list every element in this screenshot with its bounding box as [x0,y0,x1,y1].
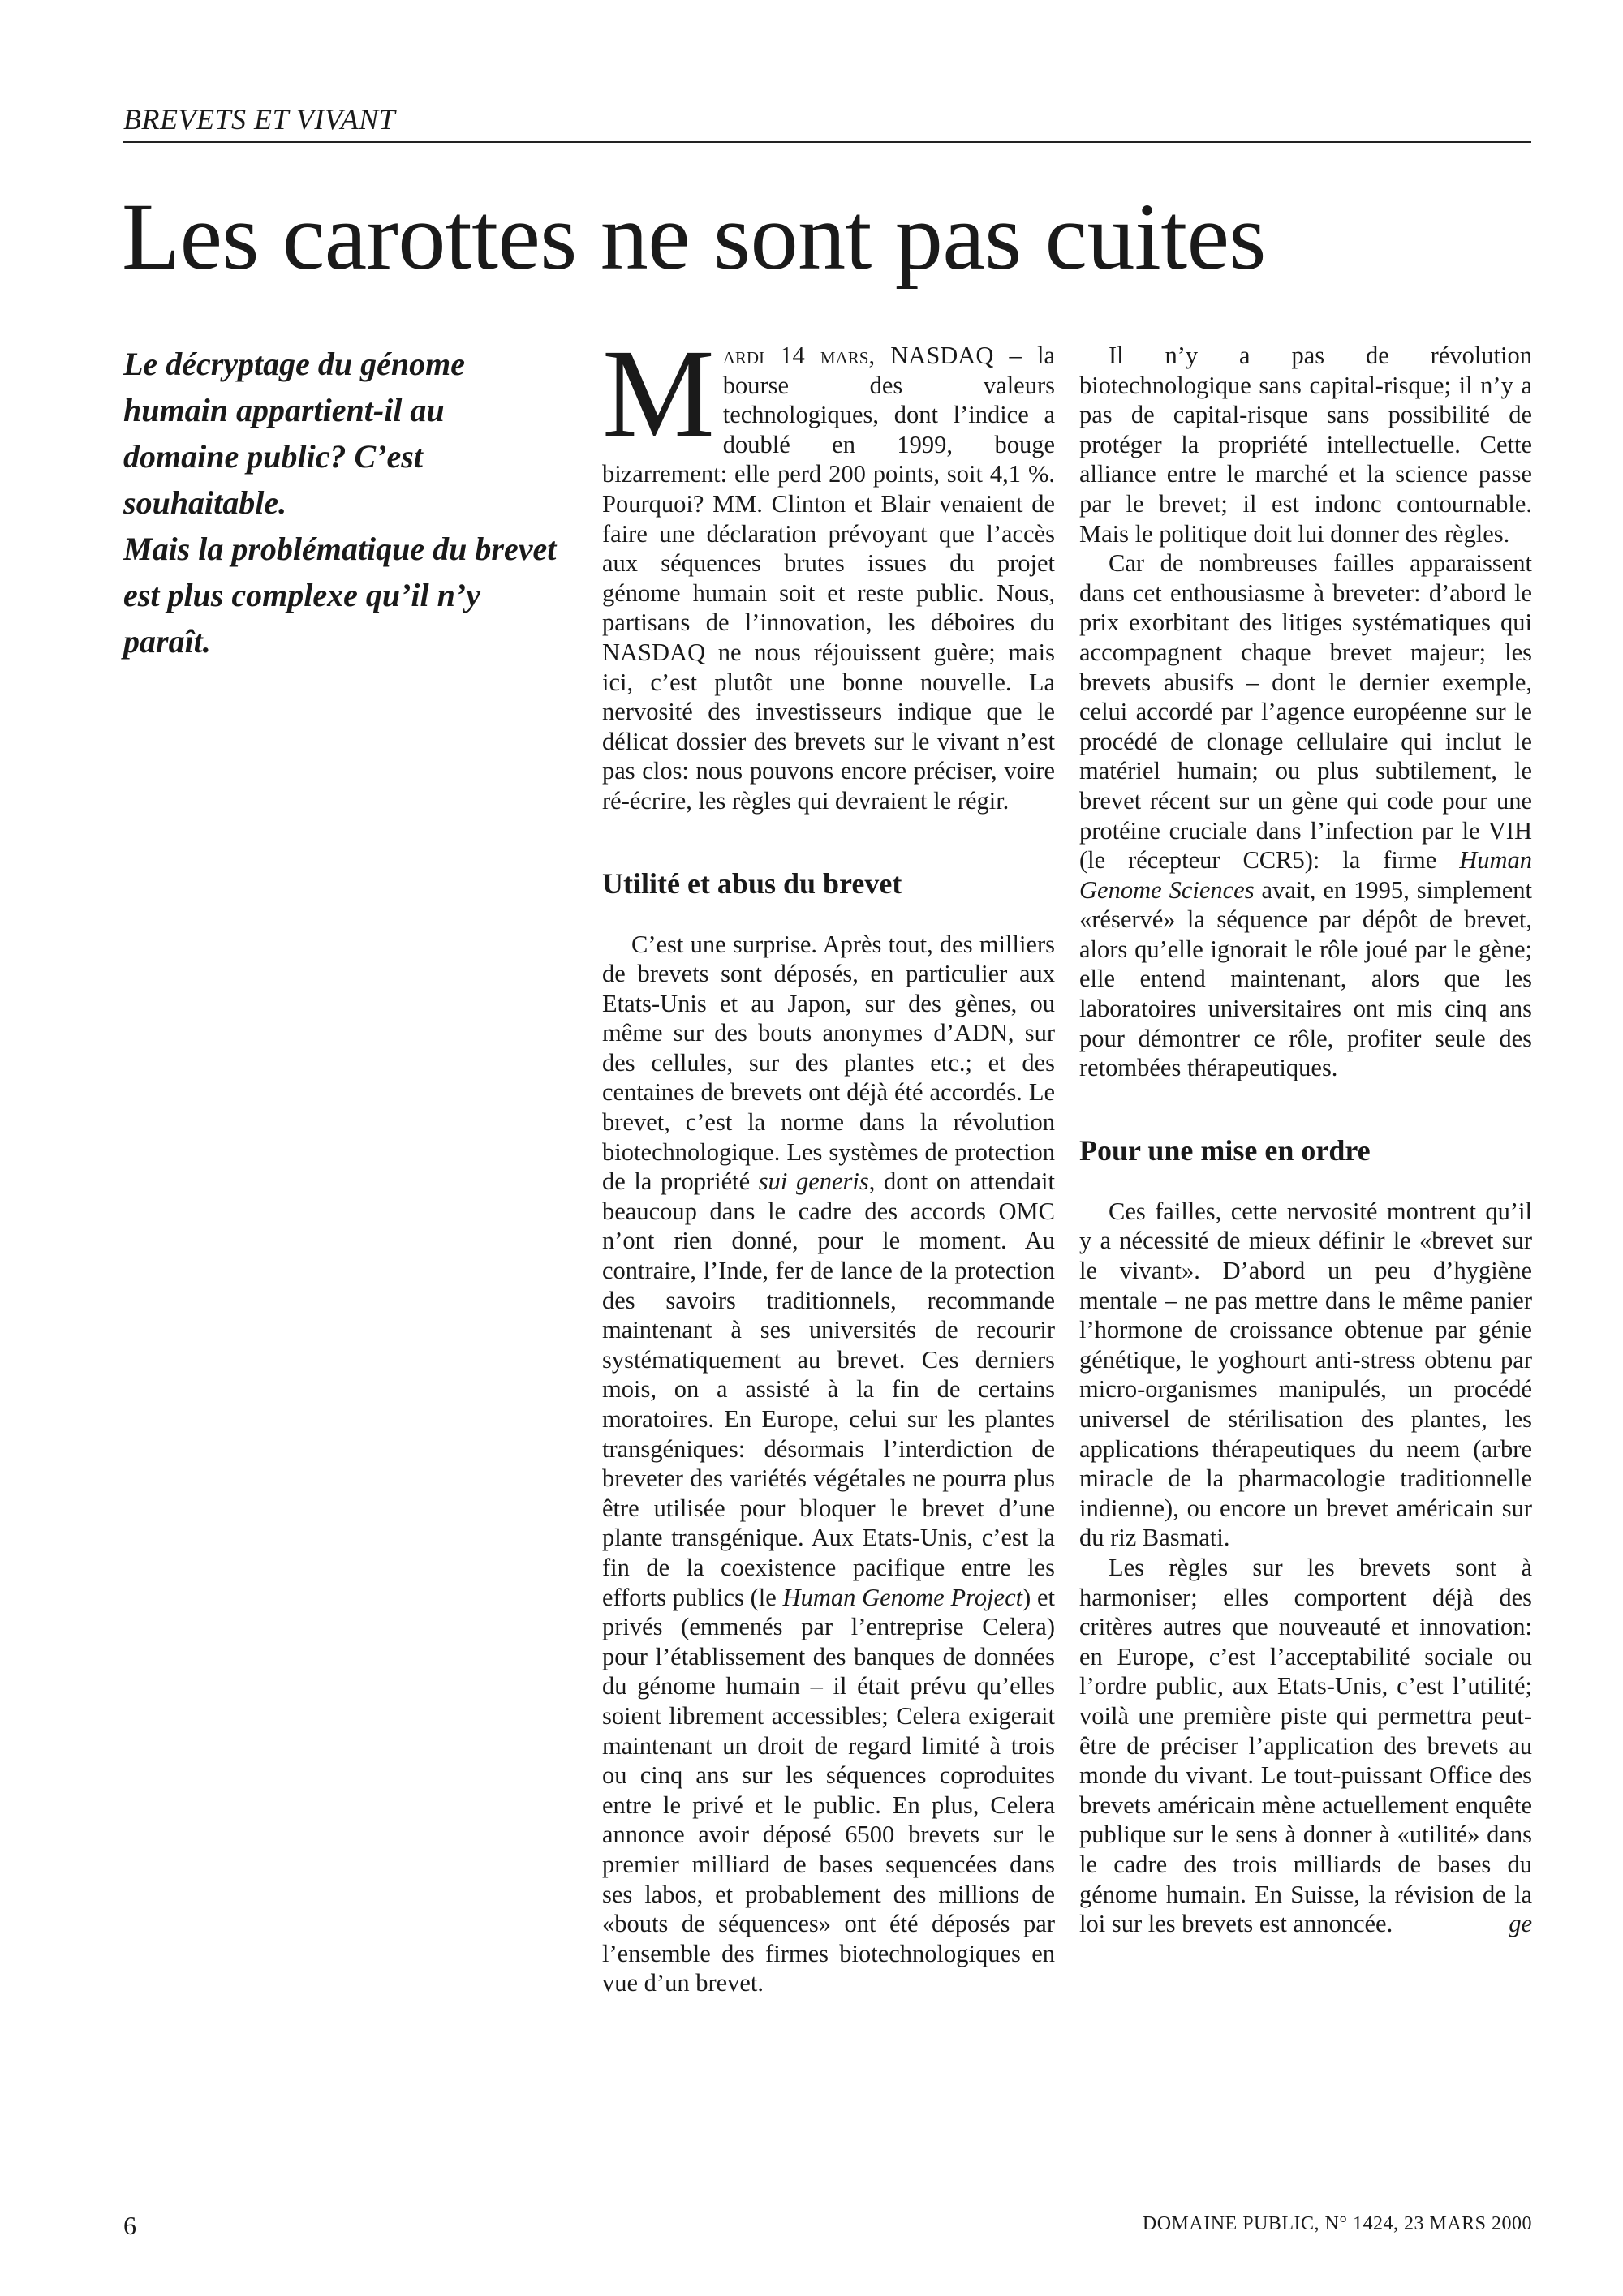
lead-paragraph: Mais la problématique du brevet est plus complexe qu’il n’y paraît. [123,531,557,660]
body-paragraph [1079,548,1532,1083]
drop-cap: M [602,323,715,463]
italic-term: Human Genome Sciences [1079,846,1532,904]
intro-paragraph [602,323,1055,816]
intro-text: NASDAQ – la bourse des valeurs technologiques, dont l’indice a doublé en 1999, bouge bizarrement: elle perd 200 points, soit 4,1 %. Pourquoi? MM. Clinton et Blair venaient de faire une déclaration prévoyant que l’accès aux séquences brutes issues du projet génome humain soit et reste public. Nous, partisans de l’innovation, les déboires du NASDAQ ne nous réjouissent guère; mais ici, c’est plutôt une bonne nouvelle. La nervosité des investisseurs indique que le délicat dossier des brevets sur le vivant n’est pas clos: nous pouvons encore préciser, voire ré-écrire, les règles qui devraient le régir. [602,342,1055,815]
article-column-2 [1079,341,1532,1939]
page-number: 6 [123,2211,136,2240]
text-run: avait, en 1995, simplement «réservé» la séquence par dépôt de brevet, alors qu’elle ignorait le rôle joué par le gène; elle entend maintenant, alors que les laboratoires universitaires ont mis cinq ans pour démontrer ce rôle, profiter seule des retombées thérapeutiques. [1079,875,1533,1082]
italic-term: Human Genome Project [782,1583,1023,1611]
text-run: , dont on attendait beaucoup dans le cadre des accords OMC n’ont rien donné, pour le moment. Au contraire, l’Inde, fer de lance de la protection des savoirs traditionnels, recommande maintenant à ses universités de recourir systématiquement au brevet. Ces derniers mois, on a assisté à la fin de certains moratoires. En Europe, celui sur les plantes transgéniques: désormais l’interdiction de breveter des variétés végétales ne pourra plus être utilisée pour bloquer le brevet d’une plante transgénique. Aux Etats-Unis, c’est la fin de la coexistence pacifique entre les efforts publics (le [602,1167,1056,1611]
body-paragraph: Il n’y a pas de révolution biotechnologique sans capital-risque; il n’y a pas de capital-risque sans possibilité de protéger la propriété intellectuelle. Cette alliance entre le marché et la science passe par le brevet; il est indonc contournable. Mais le politique doit lui donner des règles. [1079,342,1532,548]
lead-paragraph: Le décryptage du génome humain appartient-il au domaine public? C’est souhaitable. [123,346,465,521]
body-paragraph: Ces failles, cette nervosité montrent qu’il y a nécessité de mieux définir le «brevet sur le vivant». D’abord un peu d’hygiène mentale – ne pas mettre dans le même panier l’hormone de croissance obtenue par génie génétique, le yoghourt anti-stress obtenu par micro-organismes manipulés, un procédé universel de stérilisation des plantes, les applications thérapeutiques du neem (arbre miracle de la pharmacologie traditionnelle indienne), ou encore un brevet américain sur du riz Basmati. [1079,1197,1532,1552]
subheading: Pour une mise en ordre [1079,1133,1371,1167]
section-label: BREVETS ET VIVANT [123,103,396,135]
body-paragraph [1079,1553,1532,1939]
italic-term: sui generis [758,1167,869,1196]
article-column-1 [602,323,1056,1998]
author-signature: ge [1509,1910,1532,1938]
text-run: Car de nombreuses failles apparaissent dans cet enthousiasme à breveter: d’abord le prix exorbitant des litiges systématiques qui accompagnent chaque brevet majeur; les brevets abusifs – dont le dernier exemple, celui accordé par l’agence européenne sur le procédé de clonage cellulaire qui inclut le matériel humain; ou plus subtilement, le brevet récent sur un gène qui code pour une protéine cruciale dans l’infection par le VIH (le récepteur CCR5): la firme [1079,549,1532,875]
header-rule [123,141,1531,143]
intro-dateline: ardi 14 mars, [722,342,876,369]
body-paragraph [602,930,1055,1998]
subheading: Utilité et abus du brevet [602,866,902,900]
text-run: ) et privés (emmenés par l’entreprise Celera) pour l’établissement des banques de données du génome humain – il était prévu qu’elles soient librement accessibles; Celera exigerait maintenant un droit de regard limité à trois ou cinq ans sur les séquences coproduites entre le privé et le public. En plus, Celera annonce avoir déposé 6500 brevets sur le premier milliard de bases sequencées dans ses labos, et probablement des millions de «bouts de séquences» ont été déposés par l’ensemble des firmes biotechnologiques en vue d’un brevet. [602,1583,1055,1997]
article-title: Les carottes ne sont pas cuites [122,183,1266,290]
lead-text [123,341,562,664]
text-run: C’est une surprise. Après tout, des milliers de brevets sont déposés, en particulier aux Etats-Unis et au Japon, sur des gènes, ou même sur des bouts anonymes d’ADN, sur des cellules, sur des plantes etc.; et des centaines de brevets ont déjà été accordés. Le brevet, c’est la norme dans la révolution biotechnologique. Les systèmes de protection de la propriété [602,930,1055,1196]
text-run: Les règles sur les brevets sont à harmoniser; elles comportent déjà des critères autres que nouveauté et innovation: en Europe, c’est l’acceptabilité sociale ou l’ordre public, aux Etats-Unis, c’est l’utilité; voilà une première piste qui permettra peut-être de préciser l’application des brevets au monde du vivant. Le tout-puissant Office des brevets américain mène actuellement enquête publique sur le sens à donner à «utilité» dans le cadre des trois milliards de bases du génome humain. En Suisse, la révision de la loi sur les brevets est annoncée. [1079,1553,1532,1938]
publication-credit: DOMAINE PUBLIC, N° 1424, 23 MARS 2000 [1142,2213,1532,2234]
